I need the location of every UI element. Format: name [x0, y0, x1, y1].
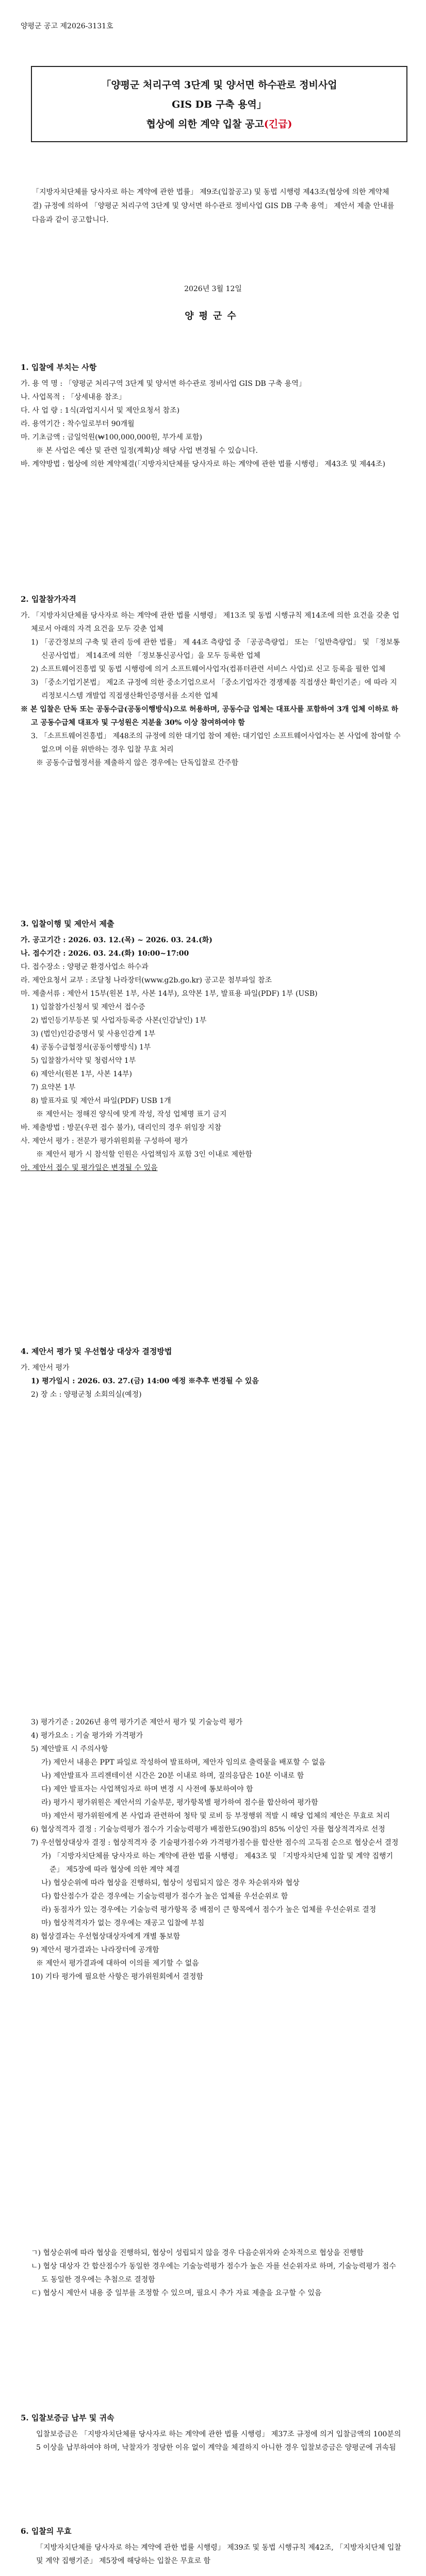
- section-title: 5. 입찰보증금 납부 및 귀속: [21, 2413, 114, 2422]
- section-line: ※ 본 입찰은 단독 또는 공동수급(공동이행방식)으로 허용하며, 공동수급 업체는 대표사를 포함하여 3개 업체 이하로 하고 공동수급체 대표자 및 구성원은 지분율 30% 이상 참여하여야 함: [21, 705, 399, 727]
- section-line: 마. 제출서류 : 제안서 15부(원본 1부, 사본 14부), 요약본 1부, 발표용 파일(PDF) 1부 (USB): [21, 990, 318, 998]
- section-title: 2. 입찰참가자격: [21, 595, 76, 604]
- section-4-cont: [21, 1716, 402, 1984]
- section-line: 3) 「중소기업기본법」 제2조 규정에 의한 중소기업으로서 「중소기업자간 경쟁제품 직접생산 확인기준」에 따라 지리정보시스템 개발업 직접생산확인증명서를 소지한 업체: [31, 679, 397, 700]
- section-4: [21, 1345, 402, 1401]
- section-line: 5) 제안발표 시 주의사항: [31, 1745, 108, 1753]
- section-note: ※ 제안서 평가 시 참석할 인원은 사업책임자 포함 3인 이내로 제한함: [36, 1150, 253, 1159]
- section-title: 3. 입찰이행 및 제안서 제출: [21, 919, 114, 928]
- section-line: 라. 용역기간 : 착수일로부터 90개월: [21, 420, 135, 428]
- section-line: 5) 입찰참가서약 및 청렴서약 1부: [31, 1057, 136, 1065]
- section-line: 다) 제안 발표자는 사업책임자로 하며 변경 시 사전에 통보하여야 함: [41, 1785, 253, 1793]
- section-line: ㄷ) 협상시 제안서 내용 중 일부를 조정할 수 있으며, 필요시 추가 자료 제출을 요구할 수 있음: [31, 2289, 322, 2297]
- title-line-2: GIS DB 구축 용역」: [172, 99, 267, 110]
- section-line: 마) 제안서 평가위원에게 본 사업과 관련하여 청탁 및 로비 등 부정행위 적발 시 해당 업체의 제안은 무효로 처리: [41, 1812, 390, 1820]
- section-line: 나. 접수기간 : 2026. 03. 24.(화) 10:00~17:00: [21, 950, 189, 958]
- section-line: 라) 동점자가 있는 경우에는 기술능력 평가항목 중 배점이 큰 항목에서 점수가 높은 업체를 우선순위로 결정: [41, 1906, 376, 1914]
- section-line: 1) 입찰참가신청서 및 제안서 접수증: [31, 1003, 145, 1011]
- section-title: 1. 입찰에 부치는 사항: [21, 363, 97, 372]
- section-line: 나. 사업목적 : 「상세내용 참조」: [21, 393, 126, 401]
- title-main: 협상에 의한 계약 입찰 공고: [146, 118, 264, 130]
- urgent-tag: (긴급): [264, 118, 292, 130]
- section-line: 가. 용 역 명 : 「양평군 처리구역 3단계 및 양서면 하수관로 정비사업 GIS DB 구축 용역」: [21, 380, 306, 388]
- section-line: 1) 「공간정보의 구축 및 관리 등에 관한 법률」 제 44조 측량업 중 「공공측량업」 또는 「일반측량업」 및 「정보통신공사업법」 제14조에 의한 「정보통신공사업」을 모두 등록한 업체: [31, 638, 400, 660]
- section-line: 라) 평가시 평가위원은 제안서의 기술부문, 평가항목별 평가하여 점수를 합산하여 평가함: [41, 1799, 318, 1807]
- section-title: 4. 제안서 평가 및 우선협상 대상자 결정방법: [21, 1347, 172, 1356]
- section-line: 4) 평가요소 : 기술 평가와 가격평가: [31, 1732, 143, 1740]
- section-line: 10) 기타 평가에 필요한 사항은 평가위원회에서 결정함: [31, 1973, 203, 1981]
- notice-date: 2026년 3월 12일: [184, 285, 242, 293]
- section-line: 다) 합산점수가 같은 경우에는 기술능력평가 점수가 높은 업체를 우선순위로 함: [41, 1892, 288, 1901]
- section-note: ※ 본 사업은 예산 및 관련 일정(계획)상 해당 사업 변경될 수 있습니다.: [36, 447, 258, 455]
- section-line: 입찰보증금은 「지방자치단체를 당사자로 하는 계약에 관한 법률 시행령」 제37조 규정에 의거 입찰금액의 100분의 5 이상을 납부하여야 하며, 낙찰자가 정당한 이유 없이 계약을 체결하지 아니한 경우 입찰보증금은 양평군에 귀속됨: [36, 2430, 401, 2452]
- section-line: 가) 제안서 내용은 PPT 파일로 작성하여 발표하며, 제안자 임의로 출력물을 배포할 수 없음: [41, 1758, 326, 1767]
- section-line: 3) 평가기준 : 2026년 용역 평가기준 제안서 평가 및 기술능력 평가: [31, 1718, 243, 1726]
- section-line: 나) 제안발표자 프리젠테이션 시간은 20분 이내로 하며, 질의응답은 10분 이내로 함: [41, 1772, 304, 1780]
- notice-title-box: [31, 66, 407, 142]
- section-4-negotiation: [21, 2246, 402, 2300]
- section-line: 가) 「지방자치단체를 당사자로 하는 계약에 관한 법률 시행령」 제43조 및 「지방자치단체 입찰 및 계약 집행기준」 제5장에 따라 협상에 의한 계약 체결: [41, 1852, 394, 1874]
- intro-paragraph: 「지방자치단체를 당사자로 하는 계약에 관한 법률」 제9조(입찰공고) 및 동법 시행령 제43조(협상에 의한 계약체결) 규정에 의하여 「양평군 처리구역 3단계 및 양서면 하수관로 정비사업 GIS DB 구축 용역」 제안서 제출 안내를 다음과 같이 공고합니다.: [32, 188, 395, 224]
- section-line: 「지방자치단체를 당사자로 하는 계약에 관한 법률 시행령」 제39조 및 동법 시행규칙 제42조, 「지방자치단체 입찰 및 계약 집행기준」 제5장에 해당하는 입찰은 무효로 함: [36, 2544, 401, 2565]
- section-line: 9) 제안서 평가결과는 나라장터에 공개함: [31, 1946, 159, 1954]
- section-line: 아. 제안서 접수 및 평가일은 변경될 수 있음: [21, 1164, 158, 1172]
- section-note: ※ 제안서는 정해진 양식에 맞게 작성, 작성 업체명 표기 금지: [36, 1110, 227, 1118]
- section-6: [21, 2524, 402, 2568]
- section-line: 사. 제안서 평가 : 전문가 평가위원회를 구성하여 평가: [21, 1137, 188, 1145]
- section-line: 마) 협상적격자가 없는 경우에는 재공고 입찰에 부침: [41, 1919, 205, 1927]
- section-line: 3. 「소프트웨어진흥법」 제48조의 규정에 의한 대기업 참여 제한: 대기업인 소프트웨어사업자는 본 사업에 참여할 수 없으며 이를 위반하는 경우 입찰 무효 처리: [31, 732, 401, 754]
- section-line: 7) 우선협상대상자 결정 : 협상적격자 중 기술평가점수와 가격평가점수를 합산한 점수의 고득점 순으로 협상순서 결정: [31, 1839, 399, 1847]
- section-line: 1) 평가일시 : 2026. 03. 27.(금) 14:00 예정 ※추후 변경될 수 있음: [31, 1377, 259, 1385]
- section-note: ※ 제안서 평가결과에 대하여 이의를 제기할 수 없음: [36, 1959, 199, 1968]
- section-title: 6. 입찰의 무효: [21, 2527, 72, 2536]
- title-line-3: [37, 114, 401, 134]
- section-line: 가. 공고기간 : 2026. 03. 12.(목) ~ 2026. 03. 24.(화): [21, 936, 212, 944]
- section-1: [21, 361, 402, 471]
- section-5: [21, 2411, 402, 2454]
- section-line: ㄱ) 협상순위에 따라 협상을 진행하되, 협상이 성립되지 않을 경우 다음순위자와 순차적으로 협상을 진행함: [31, 2249, 364, 2257]
- section-line: 6) 협상적격자 결정 : 기술능력평가 점수가 기술능력평가 배점한도(90점)의 85% 이상인 자를 협상적격자로 선정: [31, 1825, 385, 1834]
- section-line: 나) 협상순위에 따라 협상을 진행하되, 협상이 성립되지 않은 경우 차순위자와 협상: [41, 1879, 300, 1887]
- section-line: 3) (법인)인감증명서 및 사용인감계 1부: [31, 1030, 156, 1038]
- section-line: 2) 장 소 : 양평군청 소회의실(예정): [31, 1391, 142, 1399]
- section-line: 바. 제출방법 : 방문(우편 접수 불가), 대리인의 경우 위임장 지참: [21, 1124, 222, 1132]
- section-line: 4) 공동수급협정서(공동이행방식) 1부: [31, 1043, 151, 1052]
- section-line: 바. 계약방법 : 협상에 의한 계약체결(「지방자치단체를 당사자로 하는 계약에 관한 법률 시행령」 제43조 및 제44조): [21, 460, 386, 468]
- section-line: 8) 협상결과는 우선협상대상자에게 개별 통보함: [31, 1933, 181, 1941]
- section-line: 라. 제안요청서 교부 : 조달청 나라장터(www.g2b.go.kr) 공고문 첨부파일 참조: [21, 976, 272, 985]
- section-line: 가. 제안서 평가: [21, 1364, 70, 1372]
- notice-number: 양평군 공고 제2026-3131호: [21, 22, 113, 30]
- section-note: ※ 공동수급협정서를 제출하지 않은 경우에는 단독입찰로 간주함: [36, 759, 239, 767]
- title-line-1: 「양평군 처리구역 3단계 및 양서면 하수관로 정비사업: [101, 79, 337, 91]
- section-line: 마. 기초금액 : 금일억원(₩100,000,000원, 부가세 포함): [21, 433, 202, 442]
- section-line: 7) 요약본 1부: [31, 1083, 76, 1092]
- section-line: 2) 법인등기부등본 및 사업자등록증 사본(인감날인) 1부: [31, 1016, 207, 1025]
- section-line: 다. 접수장소 : 양평군 환경사업소 하수과: [21, 963, 149, 971]
- section-3: [21, 917, 402, 1175]
- section-line: 다. 사 업 량 : 1식(과업지시서 및 제안요청서 참조): [21, 406, 180, 415]
- section-line: ㄴ) 협상 대상자 간 합산점수가 동일한 경우에는 기술능력평가 점수가 높은 자를 선순위자로 하며, 기술능력평가 점수도 동일한 경우에는 추첨으로 결정함: [31, 2262, 396, 2284]
- section-2: [21, 592, 402, 770]
- section-line: 가. 「지방자치단체를 당사자로 하는 계약에 관한 법률 시행령」 제13조 및 동법 시행규칙 제14조에 의한 요건을 갖춘 업체로서 아래의 자격 요건을 모두 갖춘 업체: [21, 612, 400, 633]
- issuer: 양평군수: [185, 311, 241, 321]
- section-line: 6) 제안서(원본 1부, 사본 14부): [31, 1070, 132, 1078]
- section-line: 8) 발표자료 및 제안서 파일(PDF) USB 1개: [31, 1097, 171, 1105]
- section-line: 2) 소프트웨어진흥법 및 동법 시행령에 의거 소프트웨어사업자(컴퓨터관련 서비스 사업)로 신고 등록을 필한 업체: [31, 665, 386, 673]
